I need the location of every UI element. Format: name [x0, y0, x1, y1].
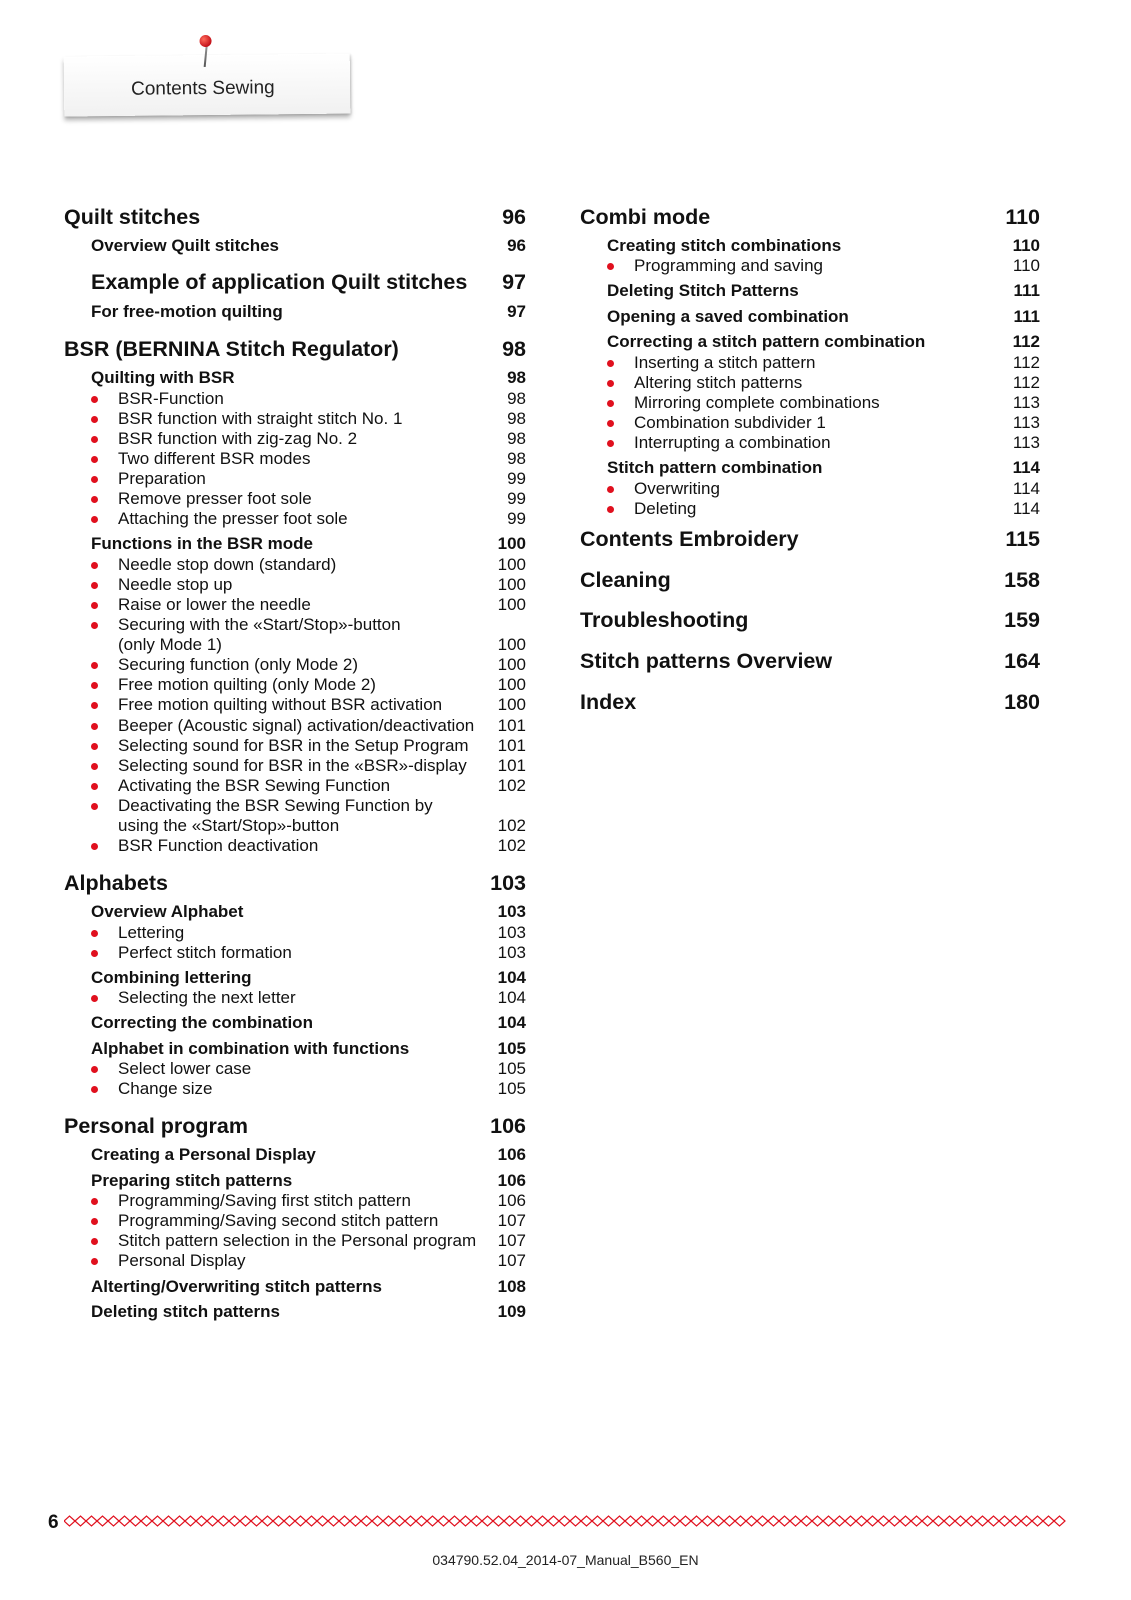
toc-entry-label: Correcting the combination [91, 1013, 313, 1032]
toc-entry-label: Deleting Stitch Patterns [607, 281, 799, 300]
bullet-icon [607, 380, 614, 387]
toc-entry-page: 114 [1012, 499, 1040, 518]
toc-entry-label: Two different BSR modes [118, 449, 311, 468]
bullet-icon [91, 930, 98, 937]
toc-entry-page: 107 [497, 1231, 526, 1250]
toc-entry-page: 158 [1004, 568, 1040, 592]
toc-entry-label: Stitch pattern combination [607, 458, 823, 477]
bullet-icon [607, 440, 614, 447]
toc-entry-label: Selecting the next letter [118, 988, 296, 1007]
bullet-icon [91, 702, 98, 709]
toc-entry-page: 164 [1004, 649, 1040, 673]
toc-entry-page: 111 [1013, 307, 1040, 326]
toc-entry-label: Inserting a stitch pattern [634, 353, 816, 372]
toc-entry-page: 100 [497, 655, 526, 674]
toc-entry-label: Stitch patterns Overview [580, 649, 833, 673]
toc-entry-label: Overview Alphabet [91, 902, 244, 921]
toc-entry-label: Combination subdivider 1 [634, 413, 826, 432]
toc-entry-label: Programming/Saving first stitch pattern [118, 1191, 411, 1210]
bullet-icon [91, 1258, 98, 1265]
toc-entry-label: Personal program [64, 1114, 248, 1138]
toc-entry-page: 102 [497, 816, 526, 835]
bullet-icon [607, 420, 614, 427]
bullet-icon [91, 1218, 98, 1225]
toc-entry-label: Securing function (only Mode 2) [118, 655, 359, 674]
pushpin-icon [199, 35, 213, 75]
toc-entry-page: 105 [497, 1059, 526, 1078]
toc-entry-page: 102 [497, 776, 526, 795]
toc-entry-page: 98 [507, 429, 526, 448]
bullet-icon [91, 602, 98, 609]
toc-entry-label: Mirroring complete combinations [634, 393, 880, 412]
toc-entry-label: Troubleshooting [580, 608, 749, 632]
toc-entry-label: Combi mode [580, 205, 711, 229]
toc-entry-label: BSR function with zig-zag No. 2 [118, 429, 358, 448]
toc-entry-page: 114 [1012, 458, 1040, 477]
toc-entry-label: Functions in the BSR mode [91, 534, 313, 553]
toc-entry-page: 98 [507, 389, 526, 408]
toc-entry-page: 112 [1012, 332, 1040, 351]
toc-entry-page: 115 [1005, 527, 1040, 551]
toc-entry-page: 106 [497, 1171, 526, 1190]
toc-entry-label: Free motion quilting without BSR activation [118, 695, 443, 714]
toc-entry-page: 97 [502, 270, 526, 294]
toc-entry-label: using the «Start/Stop»-button [118, 816, 340, 835]
toc-entry-label: Index [580, 690, 637, 714]
toc-entry-page: 104 [497, 988, 526, 1007]
bullet-icon [91, 783, 98, 790]
toc-entry-page: 100 [497, 534, 526, 553]
toc-entry-page: 110 [1005, 205, 1040, 229]
toc-entry-label: Selecting sound for BSR in the Setup Program [118, 736, 469, 755]
toc-entry-label: Deleting stitch patterns [91, 1302, 280, 1321]
section-title: Contents Sewing [130, 77, 275, 100]
bullet-icon [91, 476, 98, 483]
toc-entry-page: 101 [497, 736, 526, 755]
bullet-icon [91, 682, 98, 689]
toc-entry-label: Alphabet in combination with functions [91, 1039, 410, 1058]
toc-entry-label: Raise or lower the needle [118, 595, 311, 614]
bullet-icon [91, 1238, 98, 1245]
toc-entry-label: Beeper (Acoustic signal) activation/deactivation [118, 716, 475, 735]
toc-entry-page: 100 [497, 555, 526, 574]
toc-entry-page: 107 [497, 1211, 526, 1230]
toc-entry-page: 100 [497, 675, 526, 694]
bullet-icon [91, 803, 98, 810]
bullet-icon [91, 582, 98, 589]
toc-entry-label: Quilt stitches [64, 205, 201, 229]
bullet-icon [91, 743, 98, 750]
toc-entry-page: 96 [502, 205, 526, 229]
toc-entry-label: Interrupting a combination [634, 433, 831, 452]
toc-entry-page: 103 [497, 923, 526, 942]
page-number: 6 [48, 1512, 59, 1533]
toc-entry-label: Preparing stitch patterns [91, 1171, 293, 1190]
toc-entry-page: 98 [507, 449, 526, 468]
toc-entry-label: Selecting sound for BSR in the «BSR»-display [118, 756, 467, 775]
toc-entry-label: (only Mode 1) [118, 635, 222, 654]
toc-entry-page: 98 [502, 337, 526, 361]
toc-entry-label: Needle stop up [118, 575, 233, 594]
toc-entry-label: Quilting with BSR [91, 368, 235, 387]
toc-entry-label: Remove presser foot sole [118, 489, 312, 508]
toc-entry-page: 159 [1004, 608, 1040, 632]
toc-entry-label: Contents Embroidery [580, 527, 799, 551]
toc-entry-label: Free motion quilting (only Mode 2) [118, 675, 376, 694]
toc-entry-page: 113 [1012, 433, 1040, 452]
toc-entry-label: Lettering [118, 923, 185, 942]
toc-entry-label: Altering stitch patterns [634, 373, 803, 392]
bullet-icon [91, 1198, 98, 1205]
toc-entry-label: BSR function with straight stitch No. 1 [118, 409, 403, 428]
toc-entry-page: 103 [497, 943, 526, 962]
toc-entry-page: 99 [507, 489, 526, 508]
toc-entry-page: 104 [497, 968, 526, 987]
toc-entry-label: Preparation [118, 469, 206, 488]
toc-entry-page: 180 [1004, 690, 1040, 714]
toc-entry-label: Creating a Personal Display [91, 1145, 316, 1164]
bullet-icon [91, 416, 98, 423]
toc-entry-page: 108 [497, 1277, 526, 1296]
toc-entry-page: 113 [1012, 393, 1040, 412]
toc-entry-page: 110 [1012, 236, 1040, 255]
toc-entry-label: BSR-Function [118, 389, 224, 408]
toc-entry-label: Overwriting [634, 479, 720, 498]
bullet-icon [91, 496, 98, 503]
bullet-icon [91, 723, 98, 730]
toc-entry-page: 101 [497, 756, 526, 775]
toc-entry-label: BSR (BERNINA Stitch Regulator) [64, 337, 399, 361]
toc-entry-page: 104 [497, 1013, 526, 1032]
toc-entry-page: 105 [497, 1079, 526, 1098]
toc-entry-page: 100 [497, 595, 526, 614]
toc-entry-label: Cleaning [580, 568, 671, 592]
toc-entry-page: 106 [497, 1145, 526, 1164]
bullet-icon [91, 562, 98, 569]
bullet-icon [91, 396, 98, 403]
toc-entry-label: For free-motion quilting [91, 302, 283, 321]
toc-entry-label: Programming/Saving second stitch pattern [118, 1211, 439, 1230]
toc-entry-page: 106 [497, 1191, 526, 1210]
decorative-border [64, 1513, 1074, 1529]
toc-entry-label: Needle stop down (standard) [118, 555, 337, 574]
toc-entry-page: 107 [497, 1251, 526, 1270]
bullet-icon [91, 1066, 98, 1073]
toc-entry-page: 100 [497, 635, 526, 654]
toc-entry-page: 100 [497, 695, 526, 714]
toc-entry-page: 106 [490, 1114, 526, 1138]
toc-entry-page: 112 [1012, 373, 1040, 392]
toc-entry-page: 109 [497, 1302, 526, 1321]
toc-entry-label: Opening a saved combination [607, 307, 849, 326]
toc-entry-label: Perfect stitch formation [118, 943, 292, 962]
toc-entry-label: Activating the BSR Sewing Function [118, 776, 391, 795]
bullet-icon [91, 763, 98, 770]
toc-entry-page: 100 [497, 575, 526, 594]
toc-entry-page: 96 [507, 236, 526, 255]
bullet-icon [607, 486, 614, 493]
toc-entry-page: 98 [507, 368, 526, 387]
toc-entry-page: 99 [507, 509, 526, 528]
toc-entry-label: Securing with the «Start/Stop»-button [118, 615, 401, 634]
toc-entry-label: Deactivating the BSR Sewing Function by [118, 796, 433, 815]
toc-entry-label: Example of application Quilt stitches [91, 270, 468, 294]
toc-entry-page: 103 [490, 871, 526, 895]
toc-entry-label: Creating stitch combinations [607, 236, 842, 255]
bullet-icon [607, 263, 614, 270]
toc-entry-label: BSR Function deactivation [118, 836, 319, 855]
toc-entry-page: 111 [1013, 281, 1040, 300]
bullet-icon [607, 400, 614, 407]
toc-entry-label: Correcting a stitch pattern combination [607, 332, 926, 351]
bullet-icon [91, 995, 98, 1002]
bullet-icon [91, 662, 98, 669]
toc-entry-label: Personal Display [118, 1251, 246, 1270]
document-code: 034790.52.04_2014-07_Manual_B560_EN [432, 1552, 699, 1568]
bullet-icon [607, 360, 614, 367]
bullet-icon [607, 506, 614, 513]
bullet-icon [91, 456, 98, 463]
bullet-icon [91, 950, 98, 957]
toc-entry-page: 110 [1012, 256, 1040, 275]
toc-entry-page: 114 [1012, 479, 1040, 498]
toc-entry-page: 97 [507, 302, 526, 321]
toc-entry-page: 102 [497, 836, 526, 855]
bullet-icon [91, 1086, 98, 1093]
toc-entry-label: Attaching the presser foot sole [118, 509, 348, 528]
toc-entry-label: Select lower case [118, 1059, 252, 1078]
toc-entry-page: 101 [497, 716, 526, 735]
toc-entry-page: 113 [1012, 413, 1040, 432]
toc-entry-label: Overview Quilt stitches [91, 236, 280, 255]
toc-entry-page: 112 [1012, 353, 1040, 372]
bullet-icon [91, 622, 98, 629]
toc-entry-label: Deleting [634, 499, 697, 518]
bullet-icon [91, 436, 98, 443]
toc-entry-label: Alphabets [64, 871, 168, 895]
toc-entry-page: 105 [497, 1039, 526, 1058]
bullet-icon [91, 516, 98, 523]
toc-entry-label: Stitch pattern selection in the Personal program [118, 1231, 477, 1250]
toc-entry-label: Alterting/Overwriting stitch patterns [91, 1277, 382, 1296]
bullet-icon [91, 843, 98, 850]
toc-entry-page: 103 [497, 902, 526, 921]
toc-entry-label: Programming and saving [634, 256, 823, 275]
toc-entry-label: Combining lettering [91, 968, 252, 987]
toc-entry-page: 99 [507, 469, 526, 488]
section-tab [64, 54, 351, 117]
toc-entry-label: Change size [118, 1079, 213, 1098]
toc-entry-page: 98 [507, 409, 526, 428]
